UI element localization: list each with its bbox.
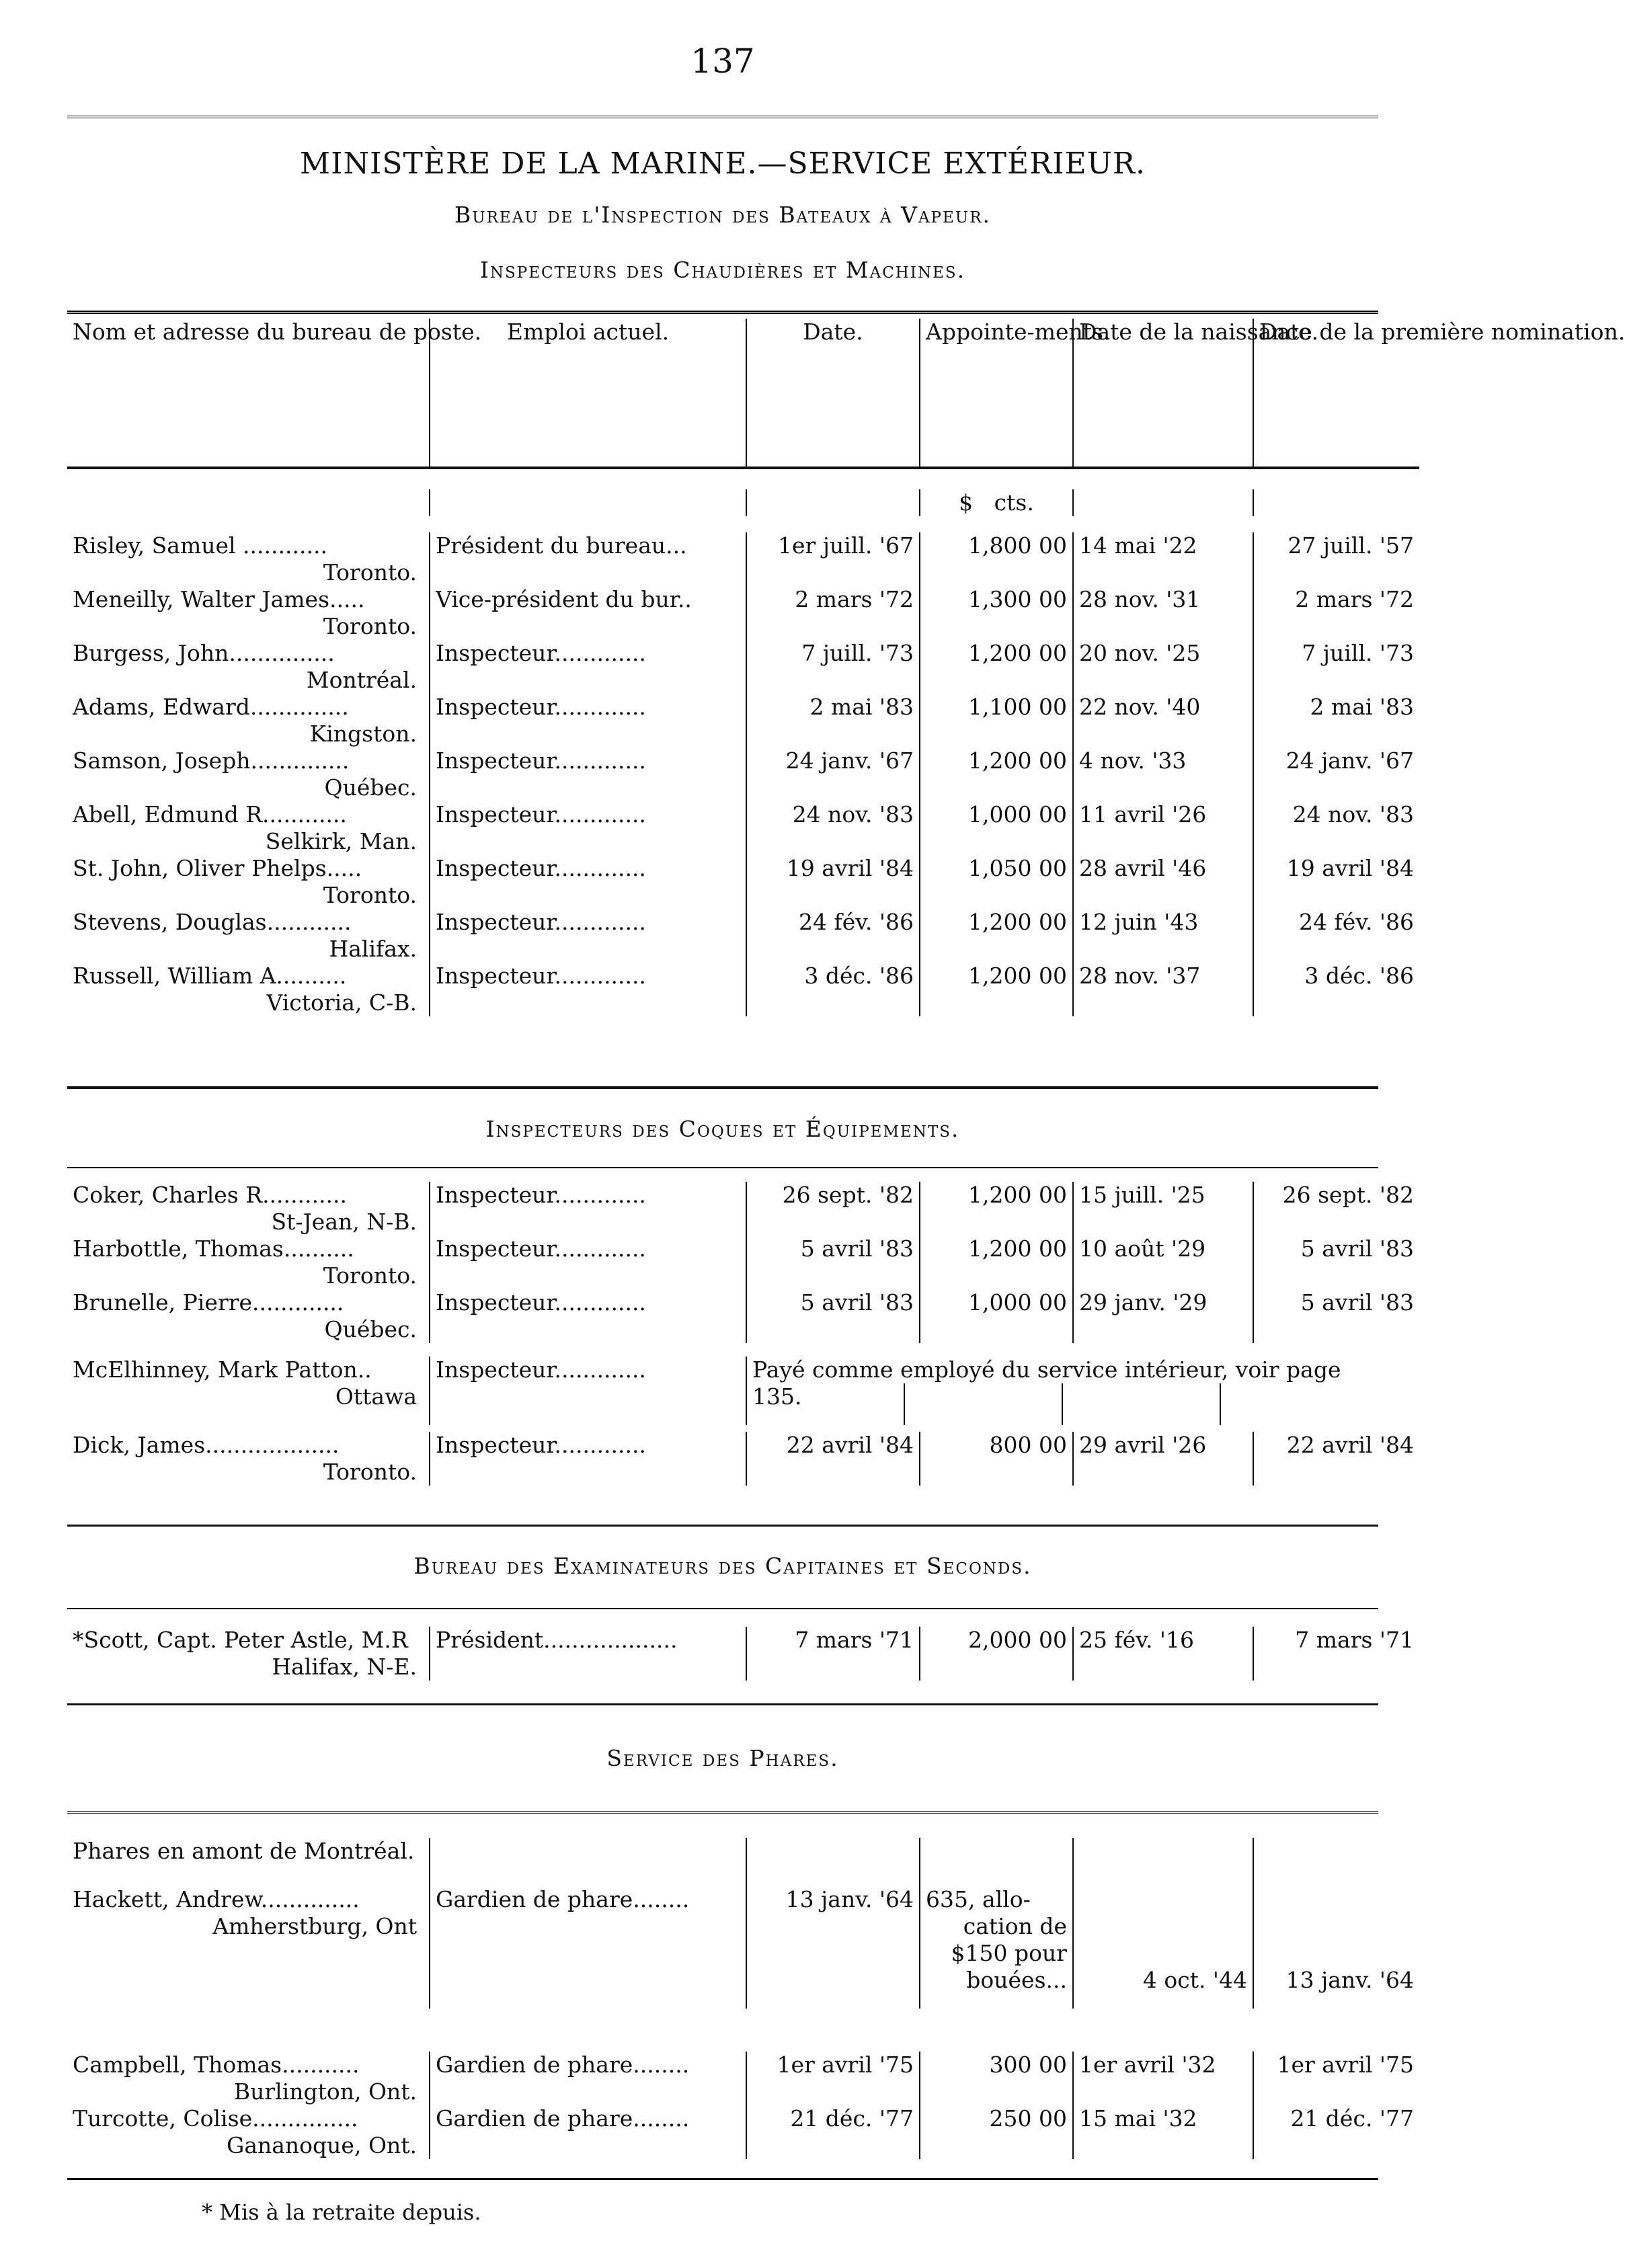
row-address: Victoria, C-B.	[266, 989, 417, 1016]
row-emploi: Gardien de phare........	[430, 1886, 746, 1913]
table-row-address	[67, 828, 1419, 855]
row-naissance: 20 nov. '25	[1073, 640, 1253, 667]
row-naissance: 29 janv. '29	[1073, 1289, 1253, 1316]
row-date: 22 avril '84	[746, 1432, 920, 1459]
row-address: Kingston.	[309, 721, 417, 747]
row-name: Abell, Edmund R............	[73, 801, 347, 827]
table-row-address	[67, 1209, 1419, 1236]
row-note-page: 135.	[746, 1383, 904, 1410]
row-appointements: 1,300 00	[920, 586, 1073, 613]
row-naissance: 22 nov. '40	[1073, 694, 1253, 721]
row-emploi: Inspecteur.............	[430, 1236, 746, 1262]
table-row-address	[67, 1316, 1419, 1343]
row-appointements: 1,200 00	[920, 747, 1073, 774]
phares-subheading: Phares en amont de Montréal.	[73, 1838, 415, 1864]
row-address: Gananoque, Ont.	[226, 2132, 417, 2158]
row-date: 19 avril '84	[746, 855, 920, 882]
section4-title: Service des Phares.	[606, 1745, 839, 1771]
row-nomination: 24 fév. '86	[1253, 909, 1419, 936]
row-address: Toronto.	[323, 1459, 417, 1485]
row-emploi: Inspecteur.............	[430, 1432, 746, 1459]
row-naissance: 11 avril '26	[1073, 801, 1253, 828]
row-appointements-3: $150 pour	[920, 1940, 1073, 1967]
table-row-address	[67, 613, 1419, 640]
row-appointements: 2,000 00	[920, 1627, 1073, 1654]
cents-label: cts.	[994, 489, 1034, 516]
row-emploi: Vice-président du bur..	[430, 586, 746, 613]
table-row-address	[67, 1262, 1419, 1289]
row-date: 21 déc. '77	[746, 2105, 920, 2132]
row-nomination: 26 sept. '82	[1253, 1182, 1419, 1209]
row-naissance: 14 mai '22	[1073, 532, 1253, 559]
row-appointements: 1,200 00	[920, 1236, 1073, 1262]
boilers-table	[67, 319, 1625, 516]
row-nomination: 2 mars '72	[1253, 586, 1419, 613]
row-nomination: 2 mai '83	[1253, 694, 1419, 721]
header-emploi: Emploi actuel.	[430, 319, 746, 468]
bureau-subtitle: Bureau de l'Inspection des Bateaux à Vapeur.	[454, 202, 992, 228]
table-row	[67, 909, 1419, 936]
row-naissance: 28 avril '46	[1073, 855, 1253, 882]
section3-title: Bureau des Examinateurs des Capitaines et Seconds.	[413, 1553, 1032, 1579]
row-appointements-4: bouées...	[920, 1967, 1073, 1994]
row-nomination: 27 juill. '57	[1253, 532, 1419, 559]
table-top-rule	[67, 311, 1378, 318]
row-nomination: 7 mars '71	[1253, 1627, 1419, 1654]
row-date: 26 sept. '82	[746, 1182, 920, 1209]
row-naissance: 4 oct. '44	[1073, 1967, 1253, 1994]
table-row	[67, 855, 1419, 882]
row-name: Meneilly, Walter James.....	[73, 586, 365, 612]
row-nomination: 5 avril '83	[1253, 1236, 1419, 1262]
footnote: * Mis à la retraite depuis.	[202, 2199, 481, 2225]
row-address: Ottawa	[335, 1383, 417, 1410]
table-row	[67, 2105, 1419, 2132]
mcelhinney-row	[67, 1356, 1378, 1425]
row-appointements: 1,800 00	[920, 532, 1073, 559]
section2-title: Inspecteurs des Coques et Équipements.	[485, 1116, 960, 1142]
row-name: St. John, Oliver Phelps.....	[73, 855, 362, 881]
row-address: Toronto.	[323, 1262, 417, 1289]
table-row-address	[67, 667, 1419, 694]
row-date: 24 janv. '67	[746, 747, 920, 774]
section2-bottom-rule	[67, 1525, 1378, 1527]
row-emploi: Gardien de phare........	[430, 2105, 746, 2132]
row-name: Burgess, John...............	[73, 640, 335, 666]
row-naissance: 29 avril '26	[1073, 1432, 1253, 1459]
table-row	[67, 532, 1419, 559]
row-appointements: 800 00	[920, 1432, 1073, 1459]
section2-rows	[67, 1182, 1419, 1343]
row-naissance: 10 août '29	[1073, 1236, 1253, 1262]
table-row-address	[67, 2132, 1419, 2159]
row-emploi: Inspecteur.............	[430, 640, 746, 667]
row-naissance: 15 mai '32	[1073, 2105, 1253, 2132]
dollar-sign: $	[959, 489, 974, 516]
row-nomination: 7 juill. '73	[1253, 640, 1419, 667]
row-nomination: 24 janv. '67	[1253, 747, 1419, 774]
row-name: Campbell, Thomas...........	[73, 2052, 360, 2078]
row-nomination: 19 avril '84	[1253, 855, 1419, 882]
table-row	[67, 2052, 1419, 2078]
header-separator	[67, 468, 1419, 489]
row-date: 7 juill. '73	[746, 640, 920, 667]
row-date: 5 avril '83	[746, 1236, 920, 1262]
row-name: Samson, Joseph..............	[73, 747, 350, 774]
table-row	[67, 694, 1419, 721]
row-address: Québec.	[324, 774, 417, 801]
row-date: 13 janv. '64	[746, 1886, 920, 1913]
section2-top-rule	[67, 1167, 1378, 1168]
row-address: Toronto.	[323, 613, 417, 639]
row-name: Turcotte, Colise...............	[73, 2105, 358, 2132]
table-row-address	[67, 989, 1419, 1016]
row-nomination: 24 nov. '83	[1253, 801, 1419, 828]
row-name: Stevens, Douglas............	[73, 909, 352, 935]
document-page	[47, 0, 1625, 2268]
row-nomination: 21 déc. '77	[1253, 2105, 1419, 2132]
dick-row	[67, 1432, 1419, 1486]
row-emploi: Inspecteur.............	[430, 963, 746, 989]
row-name: Harbottle, Thomas..........	[73, 1236, 354, 1262]
row-address: Halifax.	[329, 936, 417, 962]
row-emploi: Inspecteur.............	[430, 1182, 746, 1209]
row-naissance: 1er avril '32	[1073, 2052, 1253, 2078]
table-row	[67, 586, 1419, 613]
row-appointements: 635, allo-	[920, 1886, 1073, 1913]
table-row	[67, 747, 1419, 774]
row-note: Payé comme employé du service intérieur, voir page	[746, 1356, 1378, 1383]
row-nomination: 3 déc. '86	[1253, 963, 1419, 989]
row-address: Montréal.	[306, 667, 417, 693]
row-naissance: 28 nov. '31	[1073, 586, 1253, 613]
row-date: 24 nov. '83	[746, 801, 920, 828]
row-nomination: 5 avril '83	[1253, 1289, 1419, 1316]
table-row-address	[67, 774, 1419, 801]
row-name: McElhinney, Mark Patton..	[73, 1356, 372, 1383]
row-naissance: 15 juill. '25	[1073, 1182, 1253, 1209]
row-name: *Scott, Capt. Peter Astle, M.R	[73, 1627, 408, 1653]
section3-bottom-rule	[67, 1703, 1378, 1705]
row-address: Burlington, Ont.	[233, 2078, 417, 2105]
section1-bottom-rule	[67, 1086, 1378, 1089]
row-address: Amherstburg, Ont	[212, 1913, 417, 1939]
row-appointements: 1,100 00	[920, 694, 1073, 721]
table-row	[67, 1182, 1419, 1209]
row-appointements: 1,200 00	[920, 640, 1073, 667]
row-appointements: 1,200 00	[920, 963, 1073, 989]
row-nomination: 13 janv. '64	[1253, 1967, 1419, 1994]
header-name: Nom et adresse du bureau de poste.	[73, 319, 482, 345]
row-date: 5 avril '83	[746, 1289, 920, 1316]
bottom-rule	[67, 2178, 1378, 2180]
row-emploi: Gardien de phare........	[430, 2052, 746, 2078]
row-name: Adams, Edward..............	[73, 694, 349, 720]
ministry-title: MINISTÈRE DE LA MARINE.—SERVICE EXTÉRIEUR.	[300, 147, 1146, 181]
row-appointements: 250 00	[920, 2105, 1073, 2132]
row-date: 3 déc. '86	[746, 963, 920, 989]
table-row	[67, 1289, 1419, 1316]
row-address: Toronto.	[323, 559, 417, 585]
row-date: 2 mai '83	[746, 694, 920, 721]
table-header-row	[67, 319, 1419, 468]
row-date: 7 mars '71	[746, 1627, 920, 1654]
row-name: Coker, Charles R............	[73, 1182, 347, 1208]
row-name: Dick, James...................	[73, 1432, 340, 1458]
row-address: St-Jean, N-B.	[271, 1209, 417, 1235]
table-row-address	[67, 559, 1419, 586]
row-appointements-2: cation de	[920, 1913, 1073, 1940]
row-emploi: Président...................	[430, 1627, 746, 1654]
table-row-address	[67, 936, 1419, 963]
table-row	[67, 801, 1419, 828]
table-row-address	[67, 882, 1419, 909]
row-naissance: 25 fév. '16	[1073, 1627, 1253, 1654]
lighthouse-table	[67, 1838, 1419, 2009]
row-address: Toronto.	[323, 882, 417, 908]
row-appointements: 1,000 00	[920, 1289, 1073, 1316]
row-date: 1er avril '75	[746, 2052, 920, 2078]
row-nomination: 22 avril '84	[1253, 1432, 1419, 1459]
table-row	[67, 640, 1419, 667]
row-date: 24 fév. '86	[746, 909, 920, 936]
row-emploi: Inspecteur.............	[430, 855, 746, 882]
row-naissance: 28 nov. '37	[1073, 963, 1253, 989]
header-date: Date.	[746, 319, 920, 468]
row-emploi: Inspecteur.............	[430, 694, 746, 721]
top-rule	[67, 116, 1378, 122]
row-appointements: 1,000 00	[920, 801, 1073, 828]
row-date: 1er juill. '67	[746, 532, 920, 559]
header-appointements: Appointe-ments.	[920, 319, 1073, 468]
section1-rows	[67, 532, 1419, 1016]
header-nomination: Date de la première nomination.	[1253, 319, 1419, 468]
lighthouse-rows	[67, 2052, 1419, 2159]
row-address: Selkirk, Man.	[265, 828, 417, 854]
header-naissance: Date de la naissance.	[1073, 319, 1253, 468]
row-emploi: Inspecteur.............	[430, 909, 746, 936]
row-address: Québec.	[324, 1316, 417, 1342]
row-emploi: Inspecteur.............	[430, 747, 746, 774]
row-appointements: 300 00	[920, 2052, 1073, 2078]
row-appointements: 1,050 00	[920, 855, 1073, 882]
table-row-address	[67, 2078, 1419, 2105]
row-name: Risley, Samuel ............	[73, 532, 327, 559]
row-date: 2 mars '72	[746, 586, 920, 613]
section1-title: Inspecteurs des Chaudières et Machines.	[479, 257, 966, 283]
row-emploi: Président du bureau...	[430, 532, 746, 559]
row-address: Halifax, N-E.	[272, 1654, 417, 1680]
examiners-table	[67, 1627, 1419, 1680]
row-naissance: 4 nov. '33	[1073, 747, 1253, 774]
section3-top-rule	[67, 1608, 1378, 1609]
table-row-address	[67, 721, 1419, 747]
row-emploi: Inspecteur.............	[430, 1356, 746, 1383]
section4-top-rule	[67, 1811, 1378, 1818]
table-row	[67, 963, 1419, 989]
row-naissance: 12 juin '43	[1073, 909, 1253, 936]
row-name: Russell, William A..........	[73, 963, 347, 989]
row-emploi: Inspecteur.............	[430, 1289, 746, 1316]
row-appointements: 1,200 00	[920, 1182, 1073, 1209]
table-row	[67, 1236, 1419, 1262]
currency-row	[67, 489, 1419, 516]
row-name: Hackett, Andrew..............	[73, 1886, 360, 1912]
row-nomination: 1er avril '75	[1253, 2052, 1419, 2078]
row-emploi: Inspecteur.............	[430, 801, 746, 828]
page-number: 137	[690, 42, 755, 81]
row-name: Brunelle, Pierre.............	[73, 1289, 344, 1315]
row-appointements: 1,200 00	[920, 909, 1073, 936]
